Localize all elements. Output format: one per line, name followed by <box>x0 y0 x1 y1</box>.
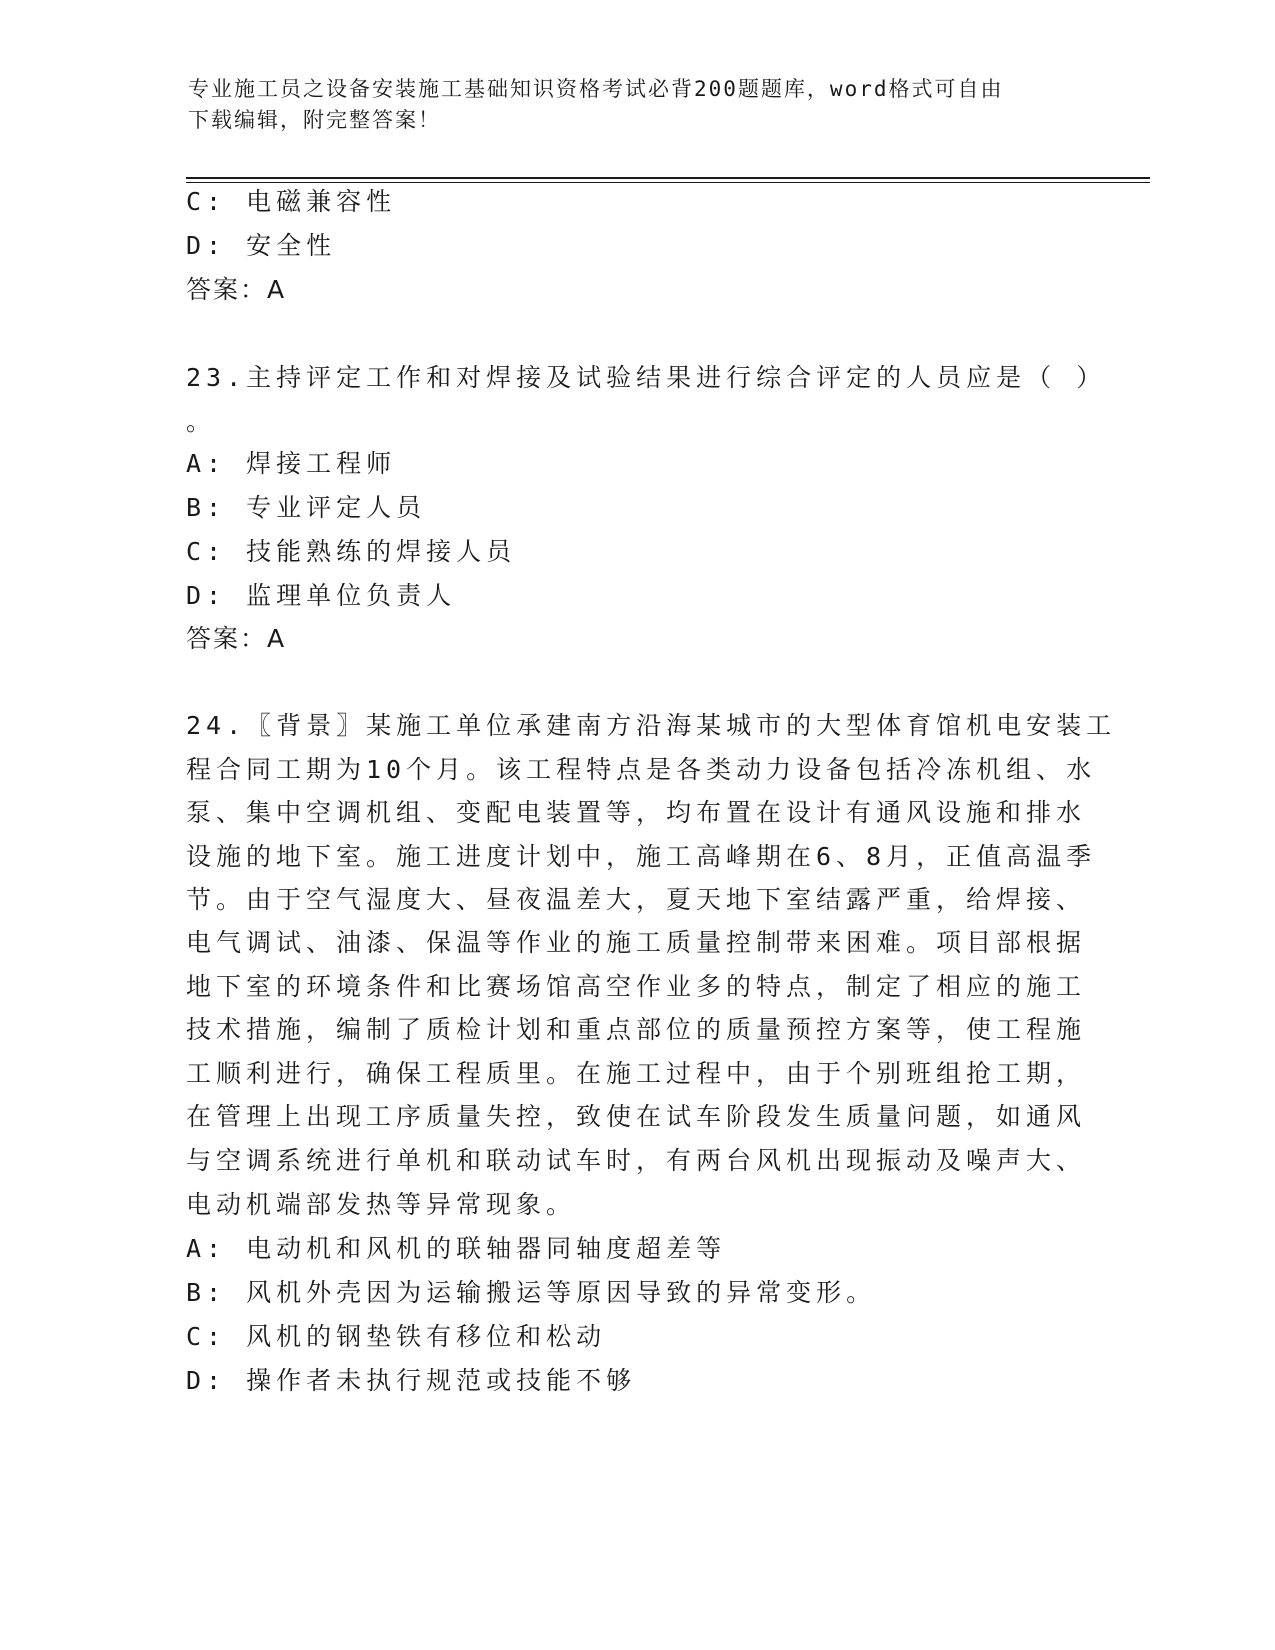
q24-stem-line-7: 地下室的环境条件和比赛场馆高空作业多的特点，制定了相应的施工 <box>186 972 1087 1001</box>
header-title-line-1: 专业施工员之设备安装施工基础知识资格考试必背200题题库，word格式可自由 <box>188 77 1004 101</box>
q24-stem-line-12: 电动机端部发热等异常现象。 <box>186 1190 577 1219</box>
q24-stem-line-6: 电气调试、油漆、保温等作业的施工质量控制带来困难。项目部根据 <box>186 928 1087 957</box>
q23-stem-line-1: 23.主持评定工作和对焊接及试验结果进行综合评定的人员应是（ ） <box>186 363 1107 392</box>
q23-option-b: B: 专业评定人员 <box>186 493 427 522</box>
q22-option-d: D: 安全性 <box>186 231 337 260</box>
header-divider-thick <box>186 177 1150 179</box>
q24-option-b: B: 风机外壳因为运输搬运等原因导致的异常变形。 <box>186 1278 877 1307</box>
q24-stem-line-8: 技术措施，编制了质检计划和重点部位的质量预控方案等，使工程施 <box>186 1015 1087 1044</box>
q24-stem-line-2: 程合同工期为10个月。该工程特点是各类动力设备包括冷冻机组、水 <box>186 755 1097 784</box>
q23-option-c: C: 技能熟练的焊接人员 <box>186 537 517 566</box>
q23-option-d: D: 监理单位负责人 <box>186 581 457 610</box>
q24-stem-line-5: 节。由于空气湿度大、昼夜温差大，夏天地下室结露严重，给焊接、 <box>186 885 1087 914</box>
q22-answer: 答案：A <box>186 275 287 304</box>
q24-stem-line-11: 与空调系统进行单机和联动试车时，有两台风机出现振动及噪声大、 <box>186 1146 1087 1175</box>
q23-answer: 答案：A <box>186 624 287 653</box>
q24-option-d: D: 操作者未执行规范或技能不够 <box>186 1366 637 1395</box>
q24-stem-line-4: 设施的地下室。施工进度计划中，施工高峰期在6、8月，正值高温季 <box>186 842 1097 871</box>
header-divider-thin <box>186 182 1150 183</box>
q24-stem-line-3: 泵、集中空调机组、变配电装置等，均布置在设计有通风设施和排水 <box>186 798 1087 827</box>
document-header <box>188 74 1068 136</box>
q22-option-c: C: 电磁兼容性 <box>186 187 397 216</box>
header-title-line-2: 下载编辑，附完整答案！ <box>188 108 441 132</box>
q24-option-c: C: 风机的钢垫铁有移位和松动 <box>186 1322 607 1351</box>
q23-option-a: A: 焊接工程师 <box>186 449 397 478</box>
q24-stem-line-9: 工顺利进行，确保工程质里。在施工过程中，由于个别班组抢工期， <box>186 1059 1087 1088</box>
q24-stem-line-1: 24.〖背景〗某施工单位承建南方沿海某城市的大型体育馆机电安装工 <box>186 711 1117 740</box>
q23-stem-line-2: 。 <box>186 407 217 436</box>
q24-stem-line-10: 在管理上出现工序质量失控，致使在试车阶段发生质量问题，如通风 <box>186 1102 1087 1131</box>
q24-option-a: A: 电动机和风机的联轴器同轴度超差等 <box>186 1234 727 1263</box>
